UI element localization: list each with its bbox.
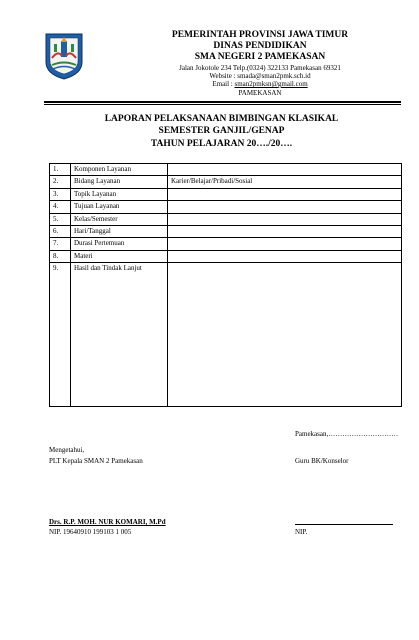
table-cell-label: Kelas/Semester	[71, 213, 168, 225]
table-row	[50, 213, 402, 225]
table-cell-no: 1.	[50, 164, 71, 176]
table-cell-no: 3.	[50, 188, 71, 200]
table-cell-value[interactable]	[168, 250, 402, 262]
table-cell-label: Durasi Pertemuan	[71, 238, 168, 250]
table-row	[50, 176, 402, 188]
table-cell-value[interactable]	[168, 164, 402, 176]
table-cell-no: 8.	[50, 250, 71, 262]
header-website[interactable]: Website : smada@sman2pmk.sch.id	[209, 72, 311, 80]
table-row	[50, 238, 402, 250]
report-title: LAPORAN PELAKSANAAN BIMBINGAN KLASIKAL	[104, 114, 339, 124]
table-cell-value[interactable]	[168, 213, 402, 225]
province-crest-logo	[44, 32, 84, 80]
table-cell-label: Topik Layanan	[71, 188, 168, 200]
header-divider-thin	[44, 104, 401, 105]
table-cell-label: Bidang Layanan	[71, 176, 168, 188]
table-row	[50, 188, 402, 200]
header-address: Jalan Jokotole 234 Telp.(0324) 322133 Pamekasan 69321	[179, 64, 341, 72]
report-semester: SEMESTER GANJIL/GENAP	[158, 126, 285, 136]
report-academic-year: TAHUN PELAJARAN 20…./20….	[150, 139, 293, 149]
header-email[interactable]	[100, 80, 419, 89]
table-row	[50, 201, 402, 213]
table-cell-value[interactable]: Karier/Belajar/Pribadi/Sosial	[168, 176, 402, 188]
table-cell-label: Materi	[71, 250, 168, 262]
table-cell-value[interactable]	[168, 263, 402, 407]
table-row	[50, 225, 402, 237]
counselor-signature-line	[295, 524, 393, 525]
table-cell-value[interactable]	[168, 238, 402, 250]
principal-role: PLT Kepala SMAN 2 Pamekasan	[49, 457, 143, 465]
table-cell-value[interactable]	[168, 188, 402, 200]
email-link[interactable]: sman2pmksn@gmail.com	[234, 80, 308, 88]
table-row	[50, 250, 402, 262]
table-cell-no: 2.	[50, 176, 71, 188]
place-date-field: Pamekasan,…………………………	[295, 430, 399, 438]
table-row	[50, 263, 402, 407]
principal-nip: NIP. 19640910 199103 1 005	[49, 528, 132, 536]
acknowledged-label: Mengetahui,	[49, 446, 85, 454]
report-form-table	[49, 163, 402, 407]
table-cell-label: Tujuan Layanan	[71, 201, 168, 213]
principal-name: Drs. R.P. MOH. NUR KOMARI, M.Pd	[49, 518, 166, 526]
table-cell-no: 7.	[50, 238, 71, 250]
header-divider-thick	[44, 101, 401, 103]
counselor-role: Guru BK/Konselor	[295, 457, 349, 465]
header-school-name: SMA NEGERI 2 PAMEKASAN	[194, 52, 326, 62]
table-cell-no: 4.	[50, 201, 71, 213]
table-row	[50, 164, 402, 176]
table-cell-no: 5.	[50, 213, 71, 225]
email-label: Email :	[212, 80, 235, 88]
table-cell-value[interactable]	[168, 201, 402, 213]
table-cell-no: 9.	[50, 263, 71, 407]
table-cell-no: 6.	[50, 225, 71, 237]
table-cell-label: Komponen Layanan	[71, 164, 168, 176]
table-cell-label: Hari/Tanggal	[71, 225, 168, 237]
counselor-nip: NIP.	[295, 528, 308, 536]
header-department: DINAS PENDIDIKAN	[213, 41, 307, 51]
table-cell-value[interactable]	[168, 225, 402, 237]
header-government: PEMERINTAH PROVINSI JAWA TIMUR	[171, 30, 349, 40]
table-cell-label: Hasil dan Tindak Lanjut	[71, 263, 168, 407]
header-city: PAMEKASAN	[238, 89, 282, 97]
